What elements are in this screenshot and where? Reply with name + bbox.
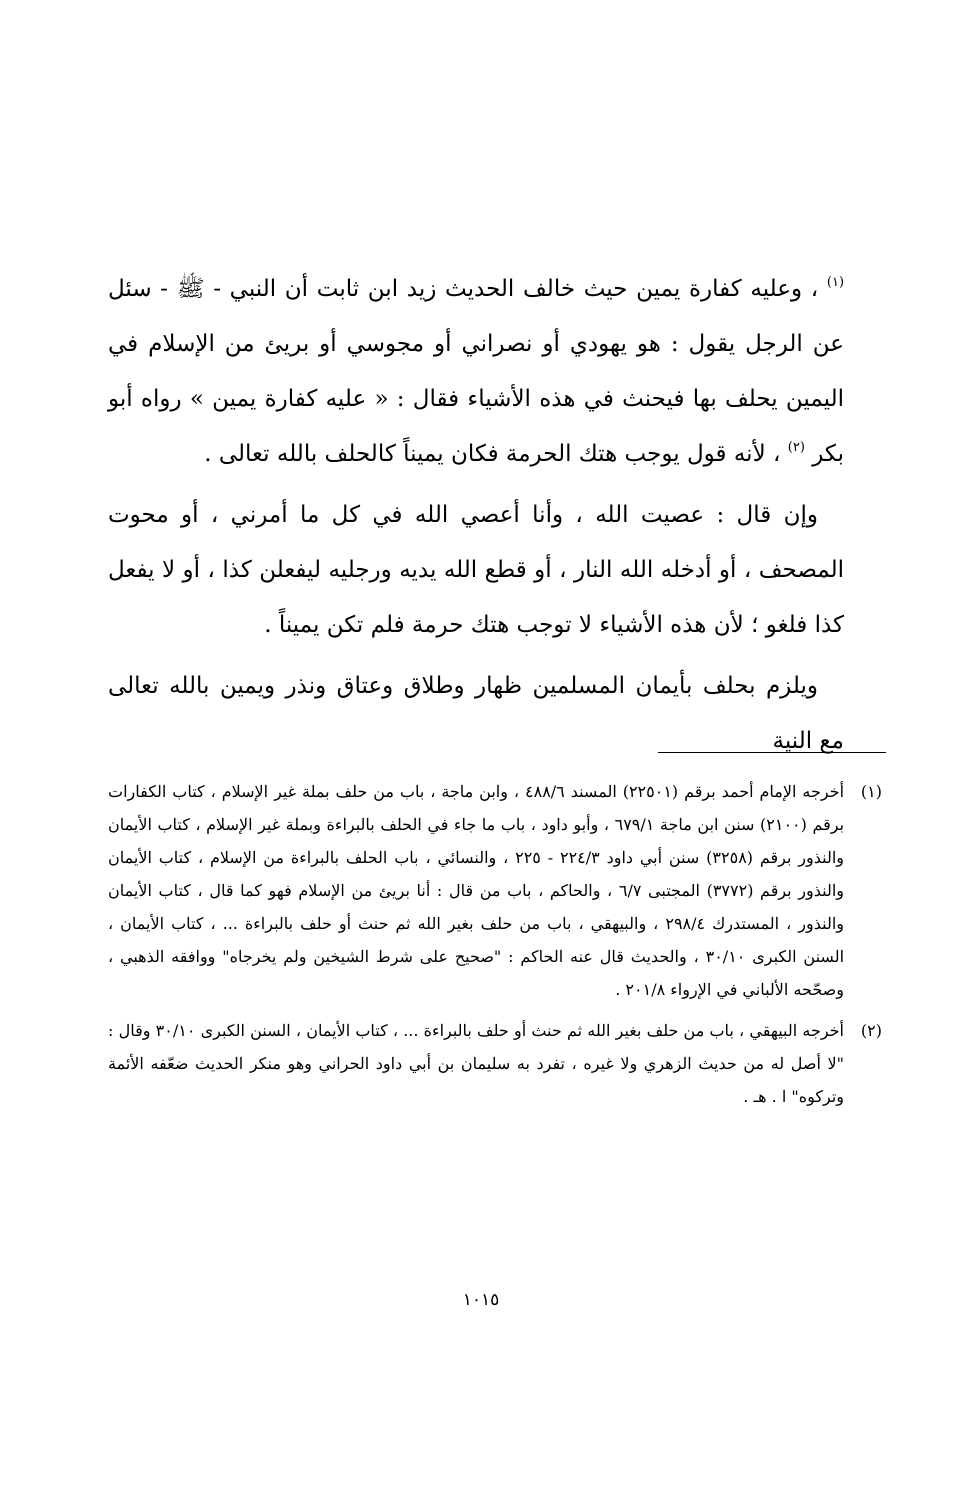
footnote-2 <box>108 1014 882 1113</box>
paragraph-1 <box>108 262 844 482</box>
footnote-text: أخرجه البيهقي ، باب من حلف بغير الله ثم حنث أو حلف بالبراءة ... ، كتاب الأيمان ، السنن الكبرى ٣٠/١٠ وقال : "لا أصل له من حديث الزهري ولا غيره ، تفرد به سليمان بن أبي داود الحراني وهو منكر الحديث ضعّفه الأئمة وتركوه" ا . هـ . <box>108 1021 845 1106</box>
page-number: ١٠١٥ <box>462 1290 500 1310</box>
footnotes <box>108 775 882 1113</box>
paragraph-1-lead: ، <box>802 276 827 302</box>
paragraph-1-text-b: - سئل عن الرجل يقول : هو يهودي أو نصراني أو مجوسي أو بريئ من الإسلام في اليمين يحلف بها فيحنث في هذه الأشياء فقال : « عليه كفارة يمين » رواه أبو بكر <box>108 276 844 467</box>
main-text <box>108 262 844 769</box>
footnote-ref-2: (٢) <box>787 440 805 455</box>
paragraph-3: ويلزم بحلف بأيمان المسلمين ظهار وطلاق وعتاق ونذر ويمين بالله تعالى مع النية <box>108 673 844 754</box>
paragraph-2: وإن قال : عصيت الله ، وأنا أعصي الله في كل ما أمرني ، أو محوت المصحف ، أو أدخله الله النار ، أو قطع الله يديه ورجليه ليفعلن كذا ، أو لا يفعل كذا فلغو ؛ لأن هذه الأشياء لا توجب هتك حرمة فلم تكن يميناً . <box>108 502 844 638</box>
footnote-number: (١) <box>860 782 882 801</box>
footnote-1 <box>108 775 882 1006</box>
paragraph-1-text-a: وعليه كفارة يمين حيث خالف الحديث زيد ابن ثابت أن النبي - <box>204 276 803 302</box>
footnote-number: (٢) <box>860 1021 882 1040</box>
salla-honorific-glyph: ﷺ <box>176 276 205 302</box>
footnote-separator <box>658 752 886 753</box>
footnote-text: أخرجه الإمام أحمد برقم (٢٢٥٠١) المسند ٤٨٨/٦ ، وابن ماجة ، باب من حلف بملة غير الإسلام ، كتاب الكفارات برقم (٢١٠٠) سنن ابن ماجة ٦٧٩/١ ، وأبو داود ، باب ما جاء في الحلف بالبراءة وبملة غير الإسلام ، كتاب الأيمان والنذور برقم (٣٢٥٨) سنن أبي داود ٢٢٤/٣ - ٢٢٥ ، والنسائي ، باب الحلف بالبراءة من الإسلام ، كتاب الأيمان والنذور برقم (٣٧٧٢) المجتبى ٦/٧ ، والحاكم ، باب من قال : أنا بريئ من الإسلام فهو كما قال ، كتاب الأيمان والنذور ، المستدرك ٢٩٨/٤ ، والبيهقي ، باب من حلف بغير الله ثم حنث أو حلف بالبراءة ... ، كتاب الأيمان ، السنن الكبرى ٣٠/١٠ ، والحديث قال عنه الحاكم : "صحيح على شرط الشيخين ولم يخرجاه" ووافقه الذهبي ، وصحّحه الألباني في الإرواء ٢٠١/٨ . <box>108 782 845 999</box>
footnote-ref-1: (١) <box>826 275 845 290</box>
paragraph-1-text-c: ، لأنه قول يوجب هتك الحرمة فكان يميناً كالحلف بالله تعالى . <box>204 441 788 467</box>
